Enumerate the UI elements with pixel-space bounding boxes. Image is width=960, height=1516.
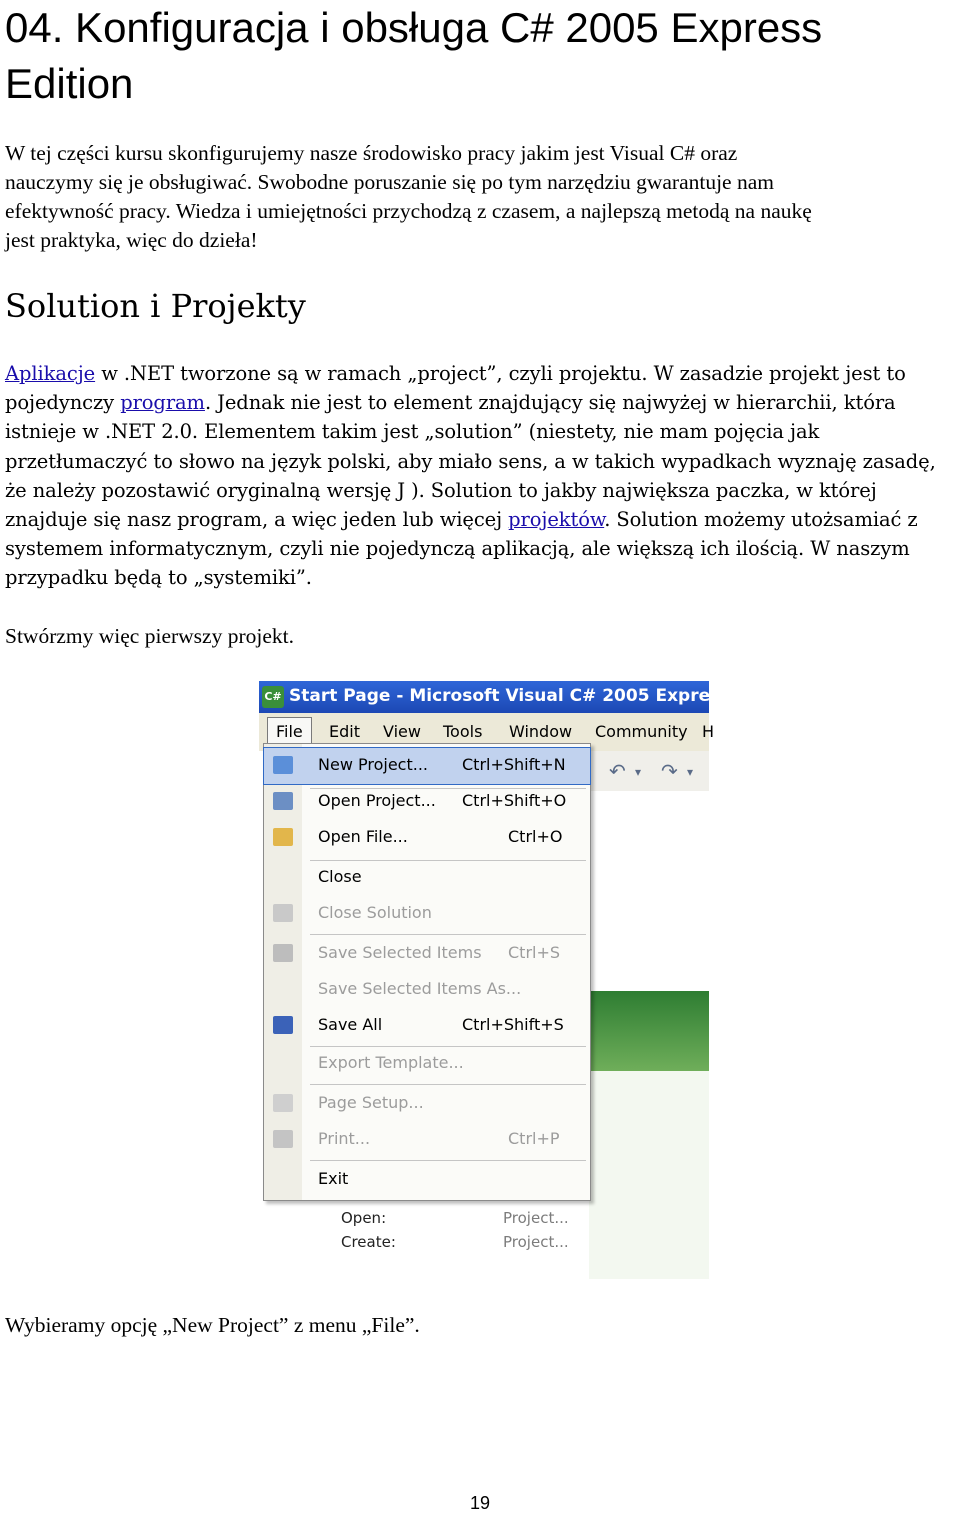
link-aplikacje[interactable]: Aplikacje bbox=[5, 362, 96, 385]
create-project-link[interactable]: Project... bbox=[503, 1233, 569, 1251]
link-projektow[interactable]: projektów bbox=[508, 508, 605, 532]
create-label: Create: bbox=[341, 1233, 396, 1251]
start-page-background bbox=[589, 791, 709, 1279]
link-program[interactable]: program bbox=[120, 391, 205, 415]
page-number: 19 bbox=[469, 1493, 491, 1513]
menu-item-label: Close bbox=[318, 867, 362, 886]
intro-line: nauczymy się je obsługiwać. Swobodne poruszanie się po tym narzędziu gwarantuje nam bbox=[5, 170, 774, 194]
menu-help[interactable]: H bbox=[702, 722, 715, 741]
vs-screenshot bbox=[259, 681, 748, 1279]
save-icon bbox=[273, 944, 293, 962]
body-text: . Jednak nie jest to element znajdujący się najwyżej w hierarchii, która istnieje w .NET 2.0. Elementem takim jest „solution” (niestety, nie mam pojęcia jak przetłumaczyć to słowo na język polski, aby miało sens, a w takich wypadkach wyznaję zasadę, że należy pozostawić oryginalną wersję J ). Solution to jakby największa paczka, w której znajduje się nasz program, a więc jeden lub więcej bbox=[5, 391, 936, 532]
menu-edit[interactable]: Edit bbox=[329, 722, 360, 741]
intro-line: efektywność pracy. Wiedza i umiejętności przychodzą z czasem, a najlepszą metodą na naukę bbox=[5, 199, 812, 223]
open-project-link[interactable]: Project... bbox=[503, 1209, 569, 1227]
menu-item-shortcut: Ctrl+P bbox=[508, 1129, 560, 1148]
menu-item-save-selected-items[interactable] bbox=[264, 936, 590, 972]
menu-tools[interactable]: Tools bbox=[443, 722, 483, 741]
toolbar bbox=[589, 751, 709, 792]
menu-item-label: Close Solution bbox=[318, 903, 432, 922]
close-solution-icon bbox=[273, 904, 293, 922]
menu-item-label: Page Setup... bbox=[318, 1093, 424, 1112]
window-title: Start Page - Microsoft Visual C# 2005 Express E bbox=[289, 686, 748, 706]
undo-icon[interactable]: ↶ bbox=[609, 759, 626, 783]
menu-item-page-setup[interactable] bbox=[264, 1086, 590, 1122]
new-project-icon bbox=[273, 756, 293, 774]
body-text: . Solution możemy utożsamiać z systemem informatycznym, czyli nie pojedynczą aplikacją, ale większą ich ilością. W naszym przypadku będą to „systemiki”. bbox=[5, 508, 918, 590]
menu-item-print[interactable] bbox=[264, 1122, 590, 1158]
menu-separator bbox=[310, 1084, 586, 1085]
open-file-icon bbox=[273, 828, 293, 846]
menu-item-save-all[interactable] bbox=[264, 1008, 590, 1044]
menu-view[interactable]: View bbox=[383, 722, 421, 741]
start-page-panel bbox=[589, 1071, 709, 1279]
body-text: w .NET tworzone są w ramach „project”, czyli projektu. W zasadzie projekt jest to pojedynczy bbox=[5, 362, 906, 415]
section-title: Solution i Projekty bbox=[5, 287, 306, 325]
menu-item-label: New Project... bbox=[318, 755, 428, 774]
file-menu-dropdown bbox=[263, 743, 591, 1201]
chapter-heading-line-2: Edition bbox=[5, 60, 134, 107]
menu-item-shortcut: Ctrl+Shift+N bbox=[462, 755, 566, 774]
menu-item-label: Save All bbox=[318, 1015, 383, 1034]
menu-item-exit[interactable] bbox=[264, 1162, 590, 1198]
menu-item-label: Export Template... bbox=[318, 1053, 464, 1072]
menu-item-label: Open File... bbox=[318, 827, 408, 846]
menu-item-shortcut: Ctrl+Shift+O bbox=[462, 791, 567, 810]
vs-app-icon: C# bbox=[262, 686, 284, 708]
menu-item-label: Open Project... bbox=[318, 791, 436, 810]
window-titlebar bbox=[259, 681, 748, 713]
intro-paragraph bbox=[5, 139, 960, 255]
page-setup-icon bbox=[273, 1094, 293, 1112]
menu-item-new-project[interactable] bbox=[264, 748, 590, 784]
save-all-icon bbox=[273, 1016, 293, 1034]
menu-item-shortcut: Ctrl+O bbox=[508, 827, 563, 846]
dropdown-arrow-icon[interactable]: ▾ bbox=[687, 765, 694, 779]
open-label: Open: bbox=[341, 1209, 387, 1227]
menu-separator bbox=[310, 1160, 586, 1161]
menu-item-label: Exit bbox=[318, 1169, 349, 1188]
intro-line: jest praktyka, więc do dzieła! bbox=[5, 228, 258, 252]
chapter-heading bbox=[5, 0, 955, 112]
menu-community[interactable]: Community bbox=[595, 722, 688, 741]
body-paragraph bbox=[5, 359, 960, 593]
recent-projects-pane bbox=[259, 1201, 589, 1279]
menu-separator bbox=[310, 934, 586, 935]
menu-item-label: Save Selected Items As... bbox=[318, 979, 522, 998]
menu-item-label: Print... bbox=[318, 1129, 371, 1148]
menu-item-save-selected-items-as[interactable] bbox=[264, 972, 590, 1008]
menu-item-label: Save Selected Items bbox=[318, 943, 482, 962]
menu-item-close-solution[interactable] bbox=[264, 896, 590, 932]
menu-window[interactable]: Window bbox=[509, 722, 573, 741]
menu-item-open-file[interactable] bbox=[264, 820, 590, 856]
print-icon bbox=[273, 1130, 293, 1148]
menu-item-shortcut: Ctrl+S bbox=[508, 943, 561, 962]
menu-item-export-template[interactable] bbox=[264, 1046, 590, 1082]
menu-item-shortcut: Ctrl+Shift+S bbox=[462, 1015, 564, 1034]
menu-item-open-project[interactable] bbox=[264, 784, 590, 820]
open-project-icon bbox=[273, 792, 293, 810]
intro-line: W tej części kursu skonfigurujemy nasze środowisko pracy jakim jest Visual C# oraz bbox=[5, 141, 738, 165]
figure-caption: Wybieramy opcję „New Project” z menu „File”. bbox=[5, 1313, 420, 1337]
menu-file[interactable]: File bbox=[267, 717, 312, 745]
dropdown-arrow-icon[interactable]: ▾ bbox=[635, 765, 642, 779]
start-page-banner bbox=[589, 991, 709, 1071]
menu-item-close[interactable] bbox=[264, 860, 590, 896]
redo-icon[interactable]: ↷ bbox=[661, 759, 678, 783]
chapter-heading-line-1: 04. Konfiguracja i obsługa C# 2005 Express bbox=[5, 4, 823, 51]
lead-in-text: Stwórzmy więc pierwszy projekt. bbox=[5, 624, 294, 648]
